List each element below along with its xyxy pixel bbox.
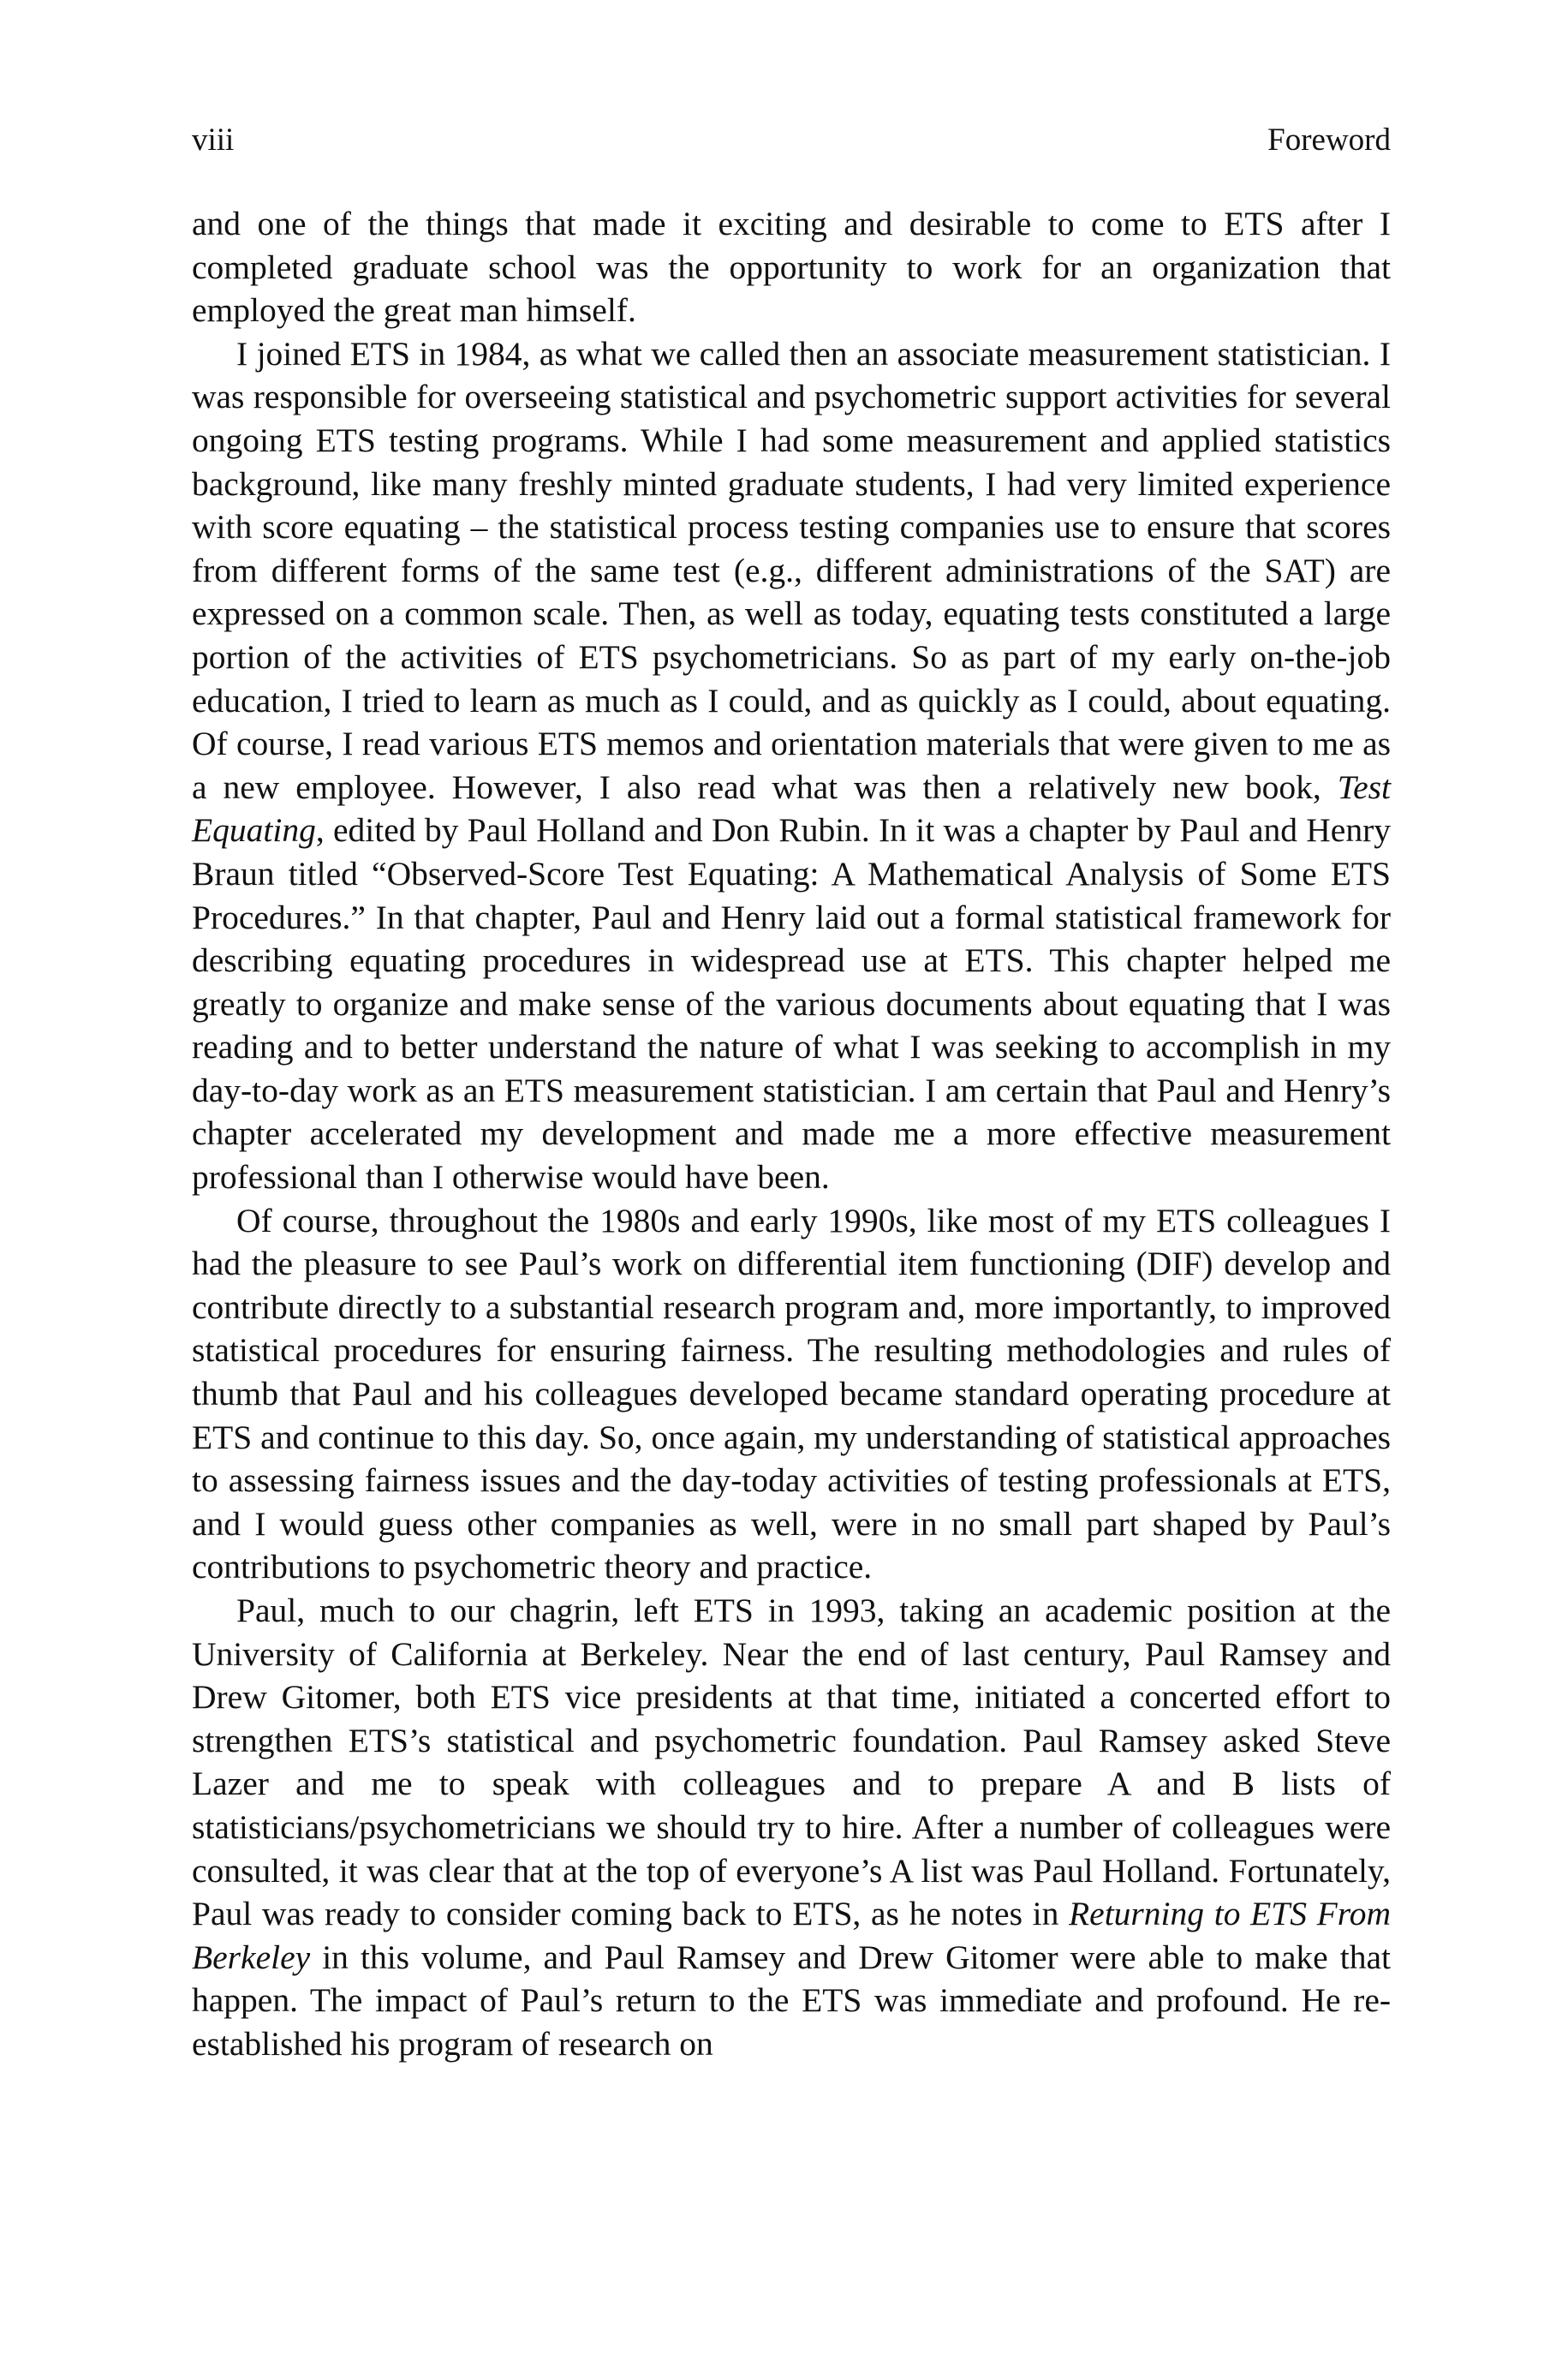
text-segment: Of course, throughout the 1980s and early 1990s, like most of my ETS colleagues I had the pleasure to see Paul’s work on differential item functioning (DIF) develop and contribute directly to a substantial research program and, more importantly, to improved statistical procedures for ensuring fairness. The resulting methodologies and rules of thumb that Paul and his colleagues developed became standard operating procedure at ETS and continue to this day. So, once again, my understanding of statistical approaches to assessing fairness issues and the day-today activities of testing professionals at ETS, and I would guess other companies as well, were in no small part shaped by Paul’s contributions to psychometric theory and practice. <box>192 1201 1391 1586</box>
section-title: Foreword <box>1267 122 1391 158</box>
paragraph-1 <box>192 202 1391 332</box>
running-head <box>192 116 1391 164</box>
page-number: viii <box>192 122 235 158</box>
book-title-test-equating: Test Equating <box>192 767 1391 850</box>
text-segment: in this volume, and Paul Ramsey and Drew Gitomer were able to make that happen. The impact of Paul’s return to the ETS was immediate and profound. He re-established his program of research on <box>192 1938 1391 2063</box>
text-segment: I joined ETS in 1984, as what we called then an associate measurement statistician. I was responsible for overseeing statistical and psychometric support activities for several ongoing ETS testing programs. While I had some measurement and applied statistics background, like many freshly minted graduate students, I had very limited experience with score equating – the statistical process testing companies use to ensure that scores from different forms of the same test (e.g., different administrations of the SAT) are expressed on a common scale. Then, as well as today, equating tests constituted a large portion of the activities of ETS psychometricians. So as part of my early on-the-job education, I tried to learn as much as I could, and as quickly as I could, about equating. Of course, I read various ETS memos and orientation materials that were given to me as a new employee. However, I also read what was then a relatively new book, <box>192 334 1391 806</box>
paragraph-2 <box>192 332 1391 1199</box>
paragraph-3 <box>192 1199 1391 1589</box>
chapter-title-returning-to-ets: Returning to ETS From Berkeley <box>192 1895 1391 1976</box>
text-segment: and one of the things that made it exciting and desirable to come to ETS after I completed graduate school was the opportunity to work for an organization that employed the great man himself. <box>192 205 1391 330</box>
text-segment: , edited by Paul Holland and Don Rubin. In it was a chapter by Paul and Henry Braun titled “Observed-Score Test Equating: A Mathematical Analysis of Some ETS Procedures.” In that chapter, Paul and Henry laid out a formal statistical framework for describing equating procedures in widespread use at ETS. This chapter helped me greatly to organize and make sense of the various documents about equating that I was reading and to better understand the nature of what I was seeking to accomplish in my day-to-day work as an ETS measurement statistician. I am certain that Paul and Henry’s chapter accelerated my development and made me a more effective measurement professional than I otherwise would have been. <box>192 811 1391 1197</box>
paragraph-4 <box>192 1589 1391 2066</box>
book-page <box>192 116 1391 2066</box>
body-text <box>192 202 1391 2066</box>
text-segment: Paul, much to our chagrin, left ETS in 1993, taking an academic position at the University of California at Berkeley. Near the end of last century, Paul Ramsey and Drew Gitomer, both ETS vice presidents at that time, initiated a concerted effort to strengthen ETS’s statistical and psychometric foundation. Paul Ramsey asked Steve Lazer and me to speak with colleagues and to prepare A and B lists of statisticians/psychometricians we should try to hire. After a number of colleagues were consulted, it was clear that at the top of everyone’s A list was Paul Holland. Fortunately, Paul was ready to consider coming back to ETS, as he notes in <box>192 1592 1391 1933</box>
